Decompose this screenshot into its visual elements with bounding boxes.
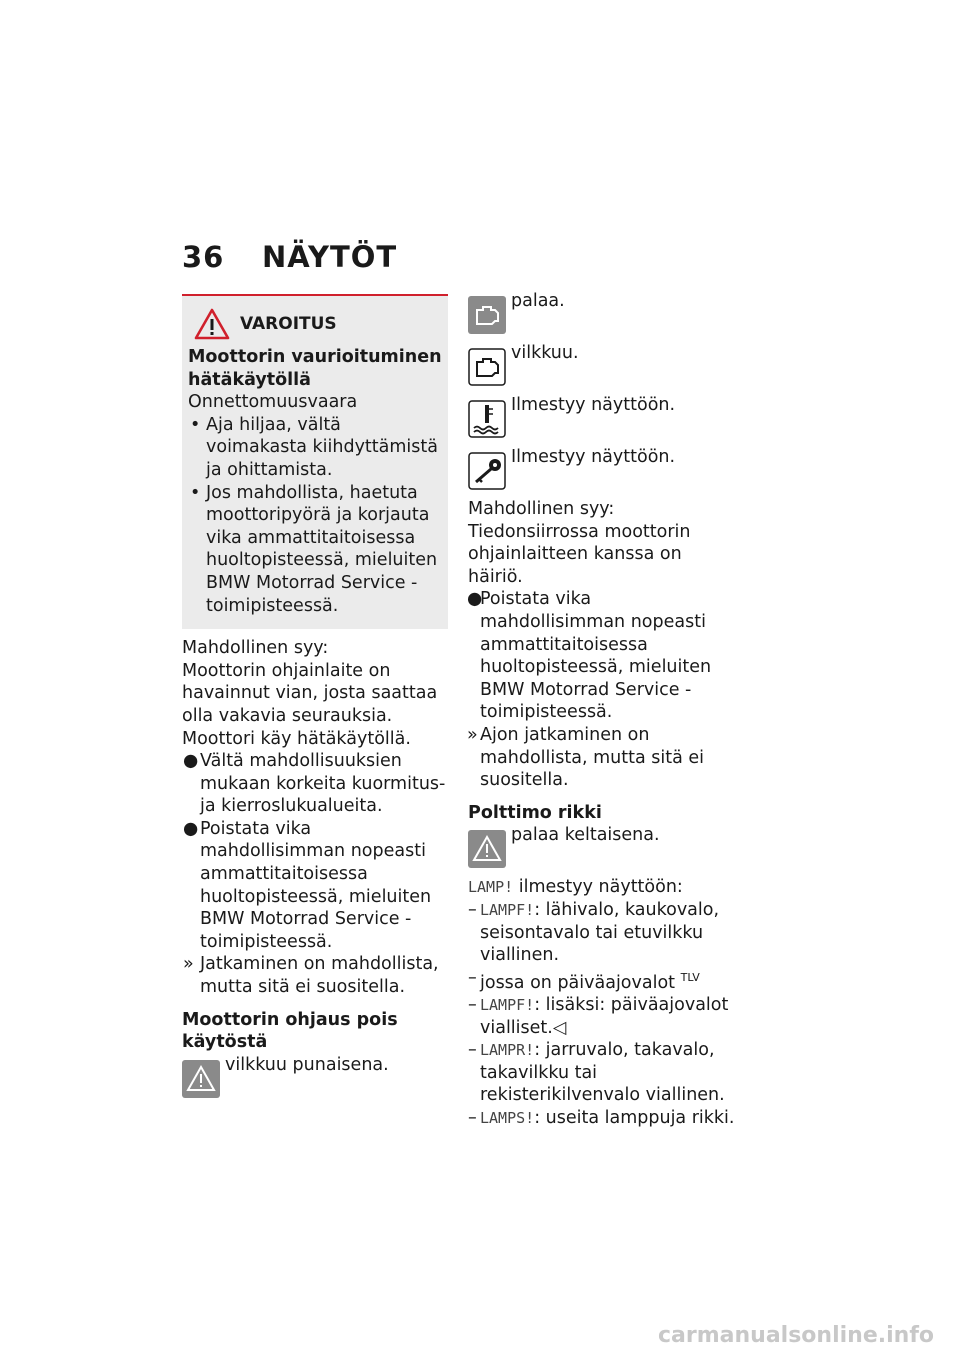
icon-row-text: palaa keltaisena. bbox=[511, 825, 660, 846]
section-heading: Moottorin ohjaus pois käytöstä bbox=[182, 1009, 398, 1053]
cause-label: Mahdollinen syy: bbox=[468, 499, 615, 519]
icon-row bbox=[468, 446, 740, 490]
icon-row-text: vilkkuu. bbox=[511, 343, 579, 363]
watermark: carmanualsonline.info bbox=[658, 1323, 934, 1348]
icon-row bbox=[182, 1054, 448, 1098]
general-warning-icon bbox=[468, 830, 506, 868]
general-warning-icon bbox=[182, 1060, 220, 1098]
list-item: – LAMPF!: lähivalo, kaukovalo, seisontavalo tai etuvilkku viallinen. bbox=[468, 899, 720, 966]
list-item: • Jos mahdollista, haetuta moottoripyörä ja korjauta vika ammattitaitoisessa huoltopisteessä, mieluiten BMW Motorrad Service -toimipisteessä. bbox=[190, 482, 438, 616]
list-item: ● Vältä mahdollisuuksien mukaan korkeita kuormitus- ja kierroslukualueita. bbox=[183, 751, 446, 817]
page-header bbox=[182, 240, 397, 274]
left-column bbox=[182, 294, 448, 1106]
cause-text: Tiedonsiirrossa moottorin ohjainlaitteen kanssa on häiriö. bbox=[468, 521, 691, 587]
section-heading: Polttimo rikki bbox=[468, 802, 602, 823]
list-item: – LAMPF!: lisäksi: päiväajovalot vialliset.◁ bbox=[468, 995, 729, 1038]
coolant-temperature-icon bbox=[468, 400, 506, 438]
list-item: ● Poistata vika mahdollisimman nopeasti ammattitaitoisessa huoltopisteessä, mieluiten BMW Motorrad Service -toimipisteessä. bbox=[183, 818, 432, 952]
list-item: • Aja hiljaa, vältä voimakasta kiihdyttämistä ja ohittamista. bbox=[190, 414, 438, 480]
warning-header bbox=[194, 308, 442, 340]
icon-row-text: vilkkuu punaisena. bbox=[225, 1054, 389, 1075]
icon-row-text: Ilmestyy näyttöön. bbox=[511, 395, 676, 415]
icon-row-text: Ilmestyy näyttöön. bbox=[511, 447, 676, 467]
cause-label: Mahdollinen syy: bbox=[182, 638, 329, 659]
warning-triangle-icon bbox=[194, 308, 230, 340]
warning-box bbox=[182, 294, 448, 629]
icon-row bbox=[468, 824, 740, 868]
result-item: » Ajon jatkaminen on mahdollista, mutta sitä ei suositella. bbox=[467, 724, 704, 791]
engine-frame-icon bbox=[468, 348, 506, 386]
icon-row bbox=[468, 342, 740, 386]
right-column bbox=[468, 290, 740, 1130]
list-item: – LAMPS!: useita lamppuja rikki. bbox=[468, 1108, 735, 1129]
result-item: » Jatkaminen on mahdollista, mutta sitä ei suositella. bbox=[183, 954, 439, 998]
icon-row bbox=[468, 394, 740, 438]
engine-icon bbox=[468, 296, 506, 334]
icon-row bbox=[468, 290, 740, 334]
cause-text: Moottorin ohjainlaite on havainnut vian, josta saattaa olla vakavia seurauksia. Moottori käy hätäkäytöllä. bbox=[182, 660, 438, 749]
page-title: NÄYTÖT bbox=[262, 240, 398, 274]
icon-row-text: palaa. bbox=[511, 291, 565, 311]
list-item: ● Poistata vika mahdollisimman nopeasti ammattitaitoisessa huoltopisteessä, mieluiten BMW Motorrad Service -toimipisteessä. bbox=[467, 589, 712, 723]
key-icon bbox=[468, 452, 506, 490]
warning-title: Moottorin vaurioituminen hätäkäytöllä bbox=[188, 347, 442, 390]
list-item: – LAMPR!: jarruvalo, takavalo, takavilkku tai rekisterikilvenvalo viallinen. bbox=[468, 1040, 725, 1106]
lamp-line: LAMP! ilmestyy näyttöön: bbox=[468, 877, 683, 898]
list-item: – jossa on päiväajovalot $^{TLV}$ bbox=[468, 967, 700, 993]
warning-subtitle: Onnettomuusvaara bbox=[188, 392, 358, 413]
lamp-code: LAMP! bbox=[468, 878, 514, 897]
warning-label: VAROITUS bbox=[240, 313, 337, 334]
page-number: 36 bbox=[182, 240, 225, 274]
